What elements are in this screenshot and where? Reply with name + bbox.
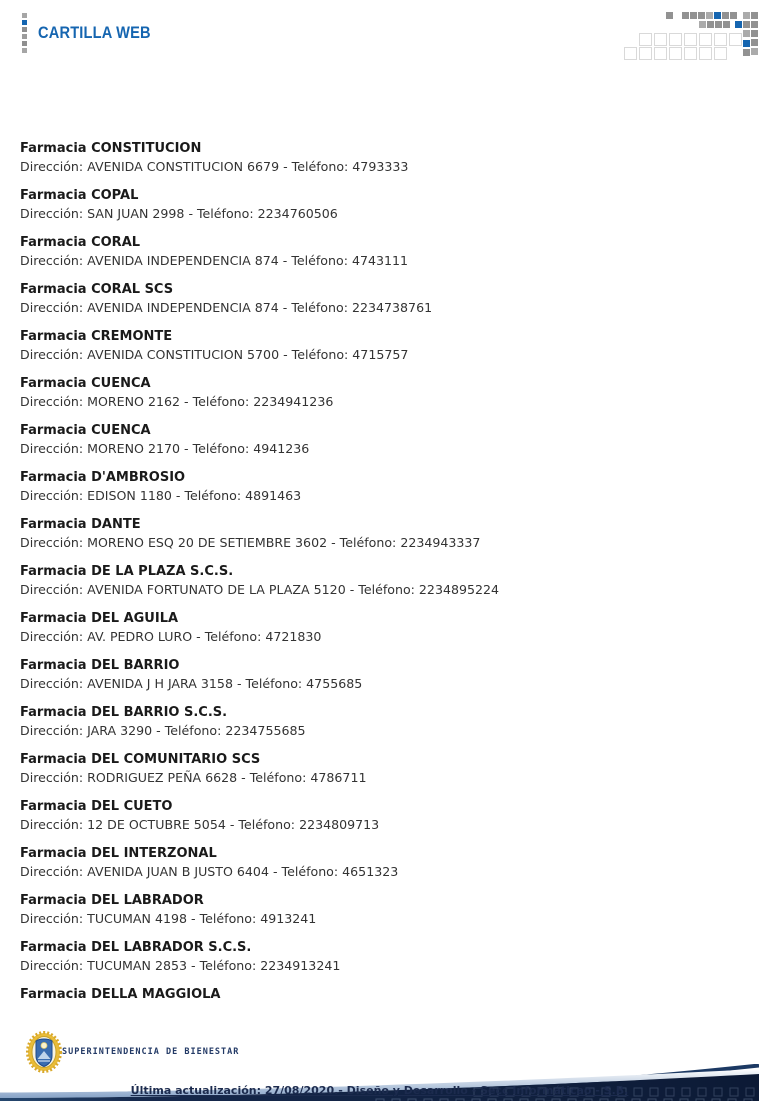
logo-text: CARTILLA WEB xyxy=(38,23,151,42)
entry-prefix: Farmacia xyxy=(20,141,87,156)
header xyxy=(0,0,759,60)
entry-name: CUENCA xyxy=(91,376,151,391)
pharmacy-entry xyxy=(20,329,739,363)
pharmacy-name xyxy=(20,611,739,627)
entry-name: DE LA PLAZA S.C.S. xyxy=(91,564,234,579)
entry-prefix: Farmacia xyxy=(20,940,87,955)
entry-name: D'AMBROSIO xyxy=(91,470,186,485)
entry-prefix: Farmacia xyxy=(20,282,87,297)
entry-prefix: Farmacia xyxy=(20,705,87,720)
pharmacy-info: Dirección: AV. PEDRO LURO - Teléfono: 4721830 xyxy=(20,629,322,644)
mosaic-decoration-icon xyxy=(613,8,759,62)
entry-prefix: Farmacia xyxy=(20,987,87,1002)
footer xyxy=(0,1026,759,1101)
pharmacy-entry xyxy=(20,940,739,974)
pharmacy-info: Dirección: 12 DE OCTUBRE 5054 - Teléfono: 2234809713 xyxy=(20,817,380,832)
pharmacy-info: Dirección: AVENIDA CONSTITUCION 6679 - Teléfono: 4793333 xyxy=(20,159,409,174)
pharmacy-name xyxy=(20,940,739,956)
pharmacy-name xyxy=(20,423,739,439)
pharmacy-info: Dirección: AVENIDA INDEPENDENCIA 874 - Teléfono: 2234738761 xyxy=(20,300,433,315)
pharmacy-info: Dirección: AVENIDA JUAN B JUSTO 6404 - Teléfono: 4651323 xyxy=(20,864,399,879)
entry-prefix: Farmacia xyxy=(20,611,87,626)
entry-prefix: Farmacia xyxy=(20,423,87,438)
pharmacy-entry xyxy=(20,188,739,222)
pharmacy-list xyxy=(20,141,739,1016)
entry-name: DEL BARRIO xyxy=(91,658,180,673)
entry-prefix: Farmacia xyxy=(20,846,87,861)
entry-name: DELLA MAGGIOLA xyxy=(91,987,221,1002)
pharmacy-info: Dirección: AVENIDA INDEPENDENCIA 874 - Teléfono: 4743111 xyxy=(20,253,409,268)
entry-prefix: Farmacia xyxy=(20,517,87,532)
pharmacy-name xyxy=(20,705,739,721)
cartilla-logo xyxy=(0,0,260,60)
entry-name: CORAL xyxy=(91,235,141,250)
pharmacy-entry xyxy=(20,141,739,175)
entry-prefix: Farmacia xyxy=(20,752,87,767)
pharmacy-name xyxy=(20,799,739,815)
entry-name: DEL LABRADOR S.C.S. xyxy=(91,940,252,955)
pharmacy-name xyxy=(20,987,739,1003)
entry-name: DEL COMUNITARIO SCS xyxy=(91,752,261,767)
pharmacy-entry xyxy=(20,423,739,457)
pharmacy-entry xyxy=(20,376,739,410)
entry-prefix: Farmacia xyxy=(20,564,87,579)
pharmacy-name xyxy=(20,564,739,580)
pharmacy-name xyxy=(20,752,739,768)
pharmacy-info: Dirección: EDISON 1180 - Teléfono: 4891463 xyxy=(20,488,302,503)
pharmacy-entry xyxy=(20,846,739,880)
entry-name: CUENCA xyxy=(91,423,151,438)
entry-prefix: Farmacia xyxy=(20,470,87,485)
pharmacy-entry xyxy=(20,470,739,504)
pharmacy-info: Dirección: MORENO 2170 - Teléfono: 4941236 xyxy=(20,441,310,456)
pharmacy-info: Dirección: AVENIDA J H JARA 3158 - Teléfono: 4755685 xyxy=(20,676,363,691)
pharmacy-name xyxy=(20,470,739,486)
pharmacy-entry xyxy=(20,893,739,927)
pharmacy-info: Dirección: JARA 3290 - Teléfono: 2234755685 xyxy=(20,723,306,738)
pharmacy-entry xyxy=(20,658,739,692)
pharmacy-info: Dirección: MORENO 2162 - Teléfono: 2234941236 xyxy=(20,394,334,409)
entry-prefix: Farmacia xyxy=(20,376,87,391)
pharmacy-name xyxy=(20,517,739,533)
pharmacy-info: Dirección: TUCUMAN 2853 - Teléfono: 2234913241 xyxy=(20,958,341,973)
entry-prefix: Farmacia xyxy=(20,658,87,673)
pharmacy-name xyxy=(20,235,739,251)
entry-name: DEL LABRADOR xyxy=(91,893,204,908)
pharmacy-name xyxy=(20,846,739,862)
pharmacy-name xyxy=(20,282,739,298)
pharmacy-info: Dirección: RODRIGUEZ PEÑA 6628 - Teléfono: 4786711 xyxy=(20,770,367,785)
pharmacy-entry xyxy=(20,799,739,833)
entry-name: CONSTITUCION xyxy=(91,141,202,156)
entry-prefix: Farmacia xyxy=(20,188,87,203)
pharmacy-name xyxy=(20,893,739,909)
pharmacy-entry xyxy=(20,517,739,551)
entry-name: DEL AGUILA xyxy=(91,611,179,626)
pharmacy-entry xyxy=(20,611,739,645)
pharmacy-entry xyxy=(20,987,739,1003)
pharmacy-info: Dirección: AVENIDA CONSTITUCION 5700 - Teléfono: 4715757 xyxy=(20,347,409,362)
pharmacy-entry xyxy=(20,282,739,316)
pharmacy-entry xyxy=(20,235,739,269)
entry-name: DEL CUETO xyxy=(91,799,173,814)
entry-prefix: Farmacia xyxy=(20,799,87,814)
entry-name: COPAL xyxy=(91,188,139,203)
pharmacy-entry xyxy=(20,752,739,786)
entry-prefix: Farmacia xyxy=(20,329,87,344)
entry-name: DEL BARRIO S.C.S. xyxy=(91,705,228,720)
entry-prefix: Farmacia xyxy=(20,893,87,908)
pharmacy-name xyxy=(20,376,739,392)
pharmacy-info: Dirección: SAN JUAN 2998 - Teléfono: 2234760506 xyxy=(20,206,338,221)
entry-name: DEL INTERZONAL xyxy=(91,846,217,861)
pharmacy-entry xyxy=(20,564,739,598)
pharmacy-info: Dirección: MORENO ESQ 20 DE SETIEMBRE 3602 - Teléfono: 2234943337 xyxy=(20,535,481,550)
pharmacy-info: Dirección: TUCUMAN 4198 - Teléfono: 4913241 xyxy=(20,911,317,926)
pharmacy-name xyxy=(20,141,739,157)
pharmacy-name xyxy=(20,188,739,204)
pharmacy-info: Dirección: AVENIDA FORTUNATO DE LA PLAZA 5120 - Teléfono: 2234895224 xyxy=(20,582,500,597)
entry-prefix: Farmacia xyxy=(20,235,87,250)
entry-name: CREMONTE xyxy=(91,329,173,344)
pharmacy-name xyxy=(20,658,739,674)
last-update-note: Última actualización: 27/08/2020.- Diseño y Desarrollo - Secc Informáticao - S.B. xyxy=(130,1084,629,1097)
entry-name: CORAL SCS xyxy=(91,282,174,297)
pharmacy-name xyxy=(20,329,739,345)
logo-squares-icon xyxy=(22,13,28,55)
pharmacy-entry xyxy=(20,705,739,739)
organization-name: SUPERINTENDENCIA DE BIENESTAR xyxy=(62,1047,240,1057)
entry-name: DANTE xyxy=(91,517,141,532)
